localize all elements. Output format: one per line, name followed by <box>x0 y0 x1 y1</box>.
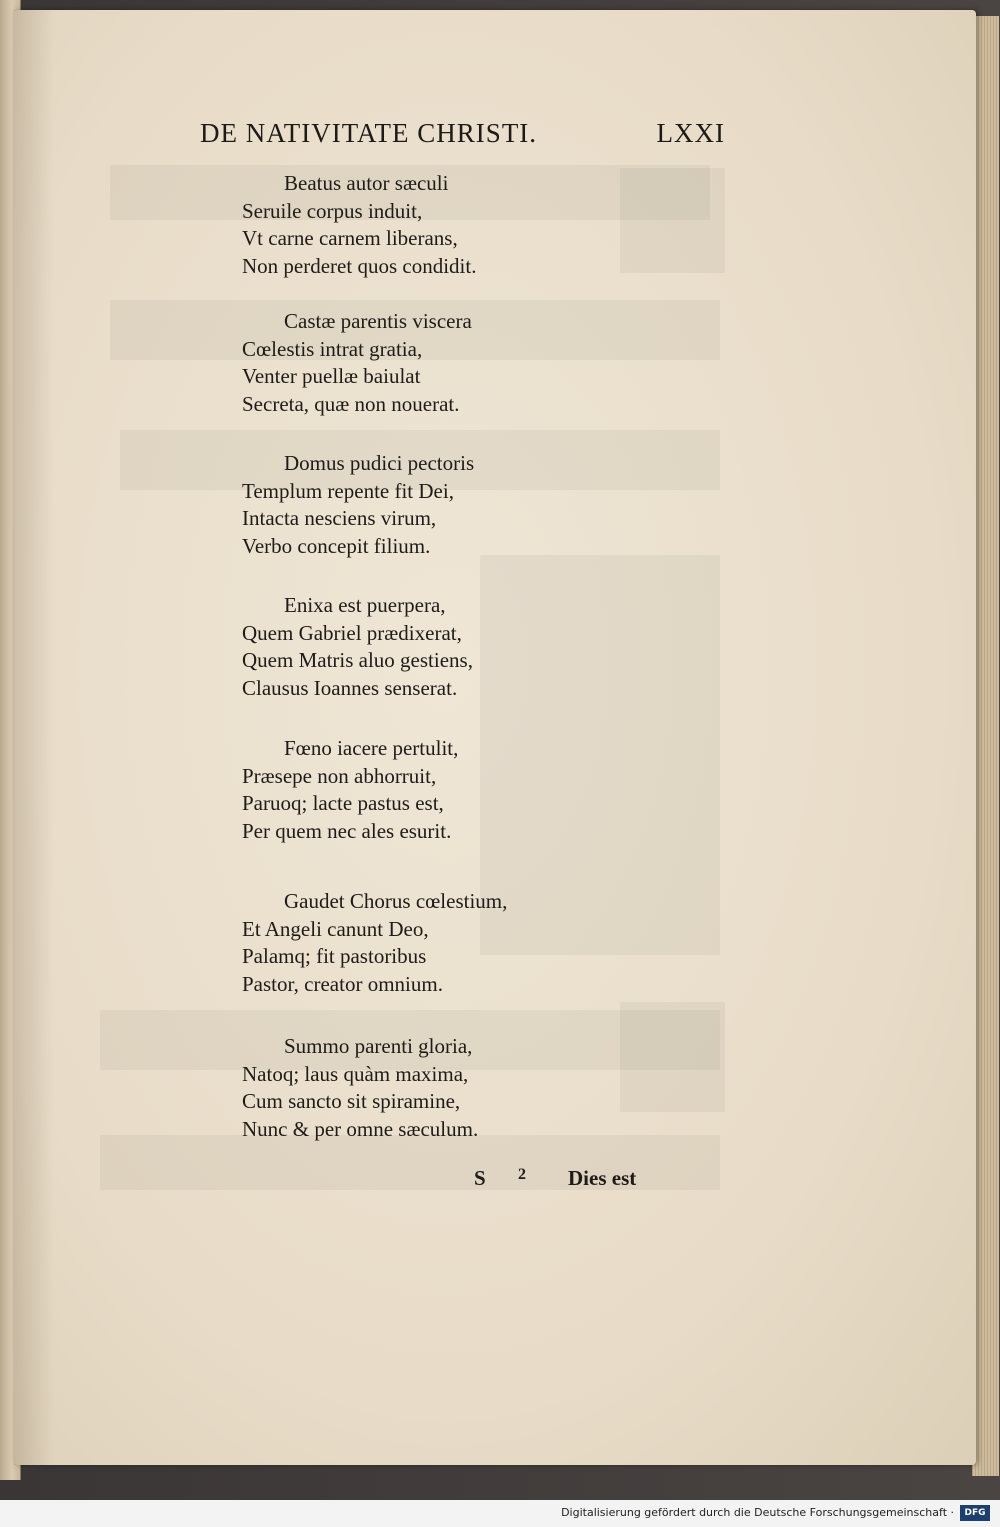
verse-line: Palamq; fit pastoribus <box>242 944 427 968</box>
verse-line: Intacta nesciens virum, <box>242 506 437 530</box>
verse-line: Natoq; laus quàm maxima, <box>242 1061 469 1086</box>
verse-line: Secreta, quæ non nouerat. <box>242 391 460 416</box>
verse-line: Castæ parentis viscera <box>284 309 472 333</box>
verse-line: Enixa est puerpera, <box>284 593 446 617</box>
verse-line: Fœno iacere pertulit, <box>284 736 459 760</box>
catchline <box>474 1166 674 1196</box>
funding-credit: Digitalisierung gefördert durch die Deutsche Forschungsgemeinschaft · <box>561 1506 954 1519</box>
verse-line: Vt carne carnem liberans, <box>242 226 458 250</box>
verse-line: Per quem nec ales esurit. <box>242 818 452 843</box>
footer-bar <box>0 1500 1000 1527</box>
verse-line: Quem Matris aluo gestiens, <box>242 648 473 672</box>
folio-number: LXXI <box>656 118 725 148</box>
verse-line: Non perderet quos condidit. <box>242 253 477 278</box>
verse-line: Quem Gabriel prædixerat, <box>242 620 462 645</box>
verse-line: Pastor, creator omnium. <box>242 971 443 996</box>
verse-line: Venter puellæ baiulat <box>242 364 421 388</box>
signature-mark: S <box>474 1166 486 1190</box>
verse-line: Paruoq; lacte pastus est, <box>242 791 444 815</box>
verse-line: Seruile corpus induit, <box>242 198 423 223</box>
verse-line: Præsepe non abhorruit, <box>242 763 437 788</box>
stanza-4 <box>242 592 562 702</box>
verse-line: Beatus autor sæculi <box>284 171 449 195</box>
verse-line: Cum sancto sit spiramine, <box>242 1089 461 1113</box>
stanza-1 <box>242 170 562 280</box>
stanza-7 <box>242 1033 562 1143</box>
verse-line: Templum repente fit Dei, <box>242 478 454 503</box>
dfg-logo-icon: DFG <box>960 1505 990 1521</box>
verse-line: Verbo concepit filium. <box>242 533 431 558</box>
verse-line: Summo parenti gloria, <box>284 1034 473 1058</box>
stanza-6 <box>242 888 562 998</box>
page-stack-edge <box>972 16 999 1476</box>
gutter-shade <box>14 10 54 1465</box>
verse-line: Et Angeli canunt Deo, <box>242 916 429 941</box>
stanza-5 <box>242 735 562 845</box>
running-title: DE NATIVITATE CHRISTI. <box>200 118 538 148</box>
verse-line: Gaudet Chorus cœlestium, <box>284 889 508 913</box>
catchword: Dies est <box>568 1166 637 1190</box>
verse-line: Nunc & per omne sæculum. <box>242 1116 479 1141</box>
stanza-3 <box>242 450 562 560</box>
stanza-2 <box>242 308 562 418</box>
verse-line: Domus pudici pectoris <box>284 451 475 475</box>
signature-number: 2 <box>518 1166 526 1183</box>
running-head <box>200 118 725 158</box>
verse-line: Cœlestis intrat gratia, <box>242 336 423 361</box>
verse-line: Clausus Ioannes senserat. <box>242 675 458 700</box>
